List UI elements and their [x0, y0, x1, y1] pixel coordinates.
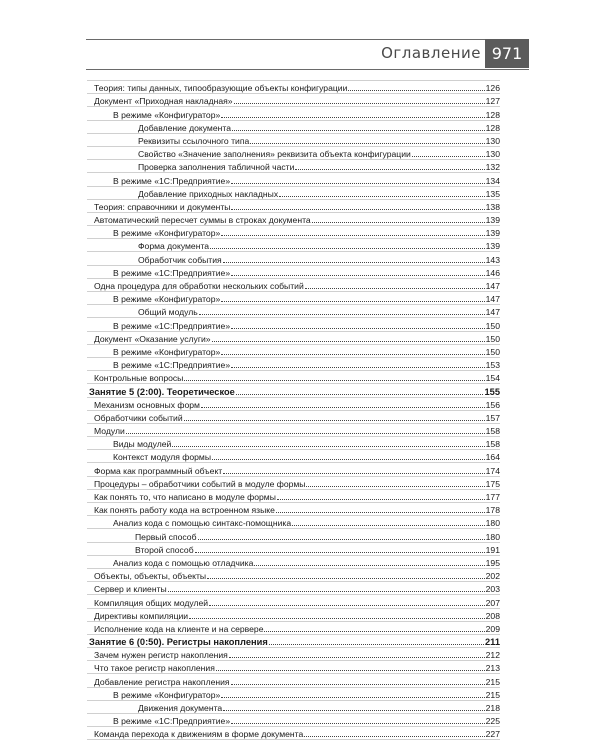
toc-entry-title: Добавление документа [138, 122, 231, 133]
toc-dot-leader [264, 631, 484, 632]
page-header [86, 39, 529, 70]
toc-entry-page: 126 [485, 83, 500, 94]
toc-entry-title: Теория: справочники и документы [94, 201, 231, 212]
toc-entry-page: 139 [485, 215, 500, 226]
toc-entry-page: 218 [485, 703, 500, 713]
toc-entry [87, 609, 500, 622]
toc-entry-page: 164 [485, 452, 500, 463]
toc-dot-leader [195, 552, 485, 553]
toc-dot-leader [201, 407, 485, 408]
toc-entry-page: 180 [485, 531, 500, 542]
toc-dot-leader [234, 103, 485, 104]
toc-entry [87, 543, 500, 556]
toc-dot-leader [126, 433, 485, 434]
toc-dot-leader [279, 196, 485, 197]
toc-entry-page: 154 [485, 373, 500, 384]
toc-entry [87, 279, 500, 292]
toc-dot-leader [232, 130, 485, 131]
toc-entry [87, 107, 500, 120]
toc-entry [87, 516, 500, 529]
toc-dot-leader [221, 354, 484, 355]
toc-entry-page: 150 [485, 320, 500, 331]
toc-entry-title: Добавление регистра накопления [94, 676, 230, 687]
toc-dot-leader [312, 222, 485, 223]
toc-dot-leader [412, 156, 485, 157]
toc-dot-leader [223, 710, 484, 711]
toc-dot-leader [199, 314, 485, 315]
toc-entry [87, 582, 500, 595]
toc-entry-page: 153 [485, 360, 500, 371]
toc-entry-page: 209 [485, 623, 500, 634]
toc-entry [87, 411, 500, 424]
page-number-badge: 971 [485, 39, 529, 68]
toc-entry-page: 174 [485, 465, 500, 476]
toc-entry [87, 727, 500, 740]
toc-chapter-entry [87, 384, 500, 397]
toc-dot-leader [269, 644, 484, 645]
toc-entry [87, 266, 500, 279]
toc-dot-leader [231, 183, 485, 184]
toc-entry-page: 127 [485, 96, 500, 107]
table-of-contents [87, 80, 500, 740]
toc-entry [87, 200, 500, 213]
toc-dot-leader [231, 367, 485, 368]
toc-entry [87, 134, 500, 147]
toc-entry [87, 371, 500, 384]
toc-entry [87, 556, 500, 569]
toc-entry-title: В режиме «Конфигуратор» [113, 109, 221, 120]
toc-entry [87, 345, 500, 358]
toc-entry-title: Теория: типы данных, типообразующие объекты конфигурации [94, 83, 348, 94]
toc-entry-title: Занятие 5 (2:00). Теоретическое [89, 386, 235, 397]
toc-entry-page: 227 [485, 729, 500, 740]
toc-entry-page: 128 [485, 109, 500, 120]
toc-entry-page: 150 [485, 333, 500, 344]
toc-entry-page: 203 [485, 584, 500, 595]
toc-entry-title: В режиме «Конфигуратор» [113, 346, 221, 357]
toc-dot-leader [168, 591, 485, 592]
toc-entry [87, 490, 500, 503]
toc-entry-page: 202 [485, 571, 500, 582]
toc-entry-page: 130 [485, 149, 500, 160]
toc-entry-title: Механизм основных форм [94, 399, 200, 410]
toc-entry-title: Анализ кода с помощью отладчика [113, 557, 254, 568]
toc-entry [87, 477, 500, 490]
toc-entry-page: 155 [484, 386, 500, 397]
toc-dot-leader [250, 143, 484, 144]
toc-entry-title: Реквизиты ссылочного типа [138, 135, 250, 146]
toc-dot-leader [221, 117, 484, 118]
toc-dot-leader [306, 486, 484, 487]
toc-entry [87, 239, 500, 252]
toc-dot-leader [229, 657, 485, 658]
toc-dot-leader [210, 248, 485, 249]
toc-entry-title: В режиме «1С:Предприятие» [113, 175, 231, 186]
toc-entry-page: 128 [485, 122, 500, 133]
toc-entry-page: 132 [485, 162, 500, 173]
toc-entry-title: Занятие 6 (0:50). Регистры накопления [89, 637, 268, 648]
toc-entry-title: Автоматический пересчет суммы в строках документа [94, 215, 311, 226]
toc-dot-leader [216, 670, 485, 671]
toc-entry [87, 437, 500, 450]
toc-entry [87, 661, 500, 674]
toc-entry-title: Документ «Оказание услуги» [94, 333, 211, 344]
toc-dot-leader [348, 90, 484, 91]
toc-entry [87, 714, 500, 727]
toc-entry-title: Сервер и клиенты [94, 584, 167, 595]
toc-entry-title: В режиме «Конфигуратор» [113, 294, 221, 305]
toc-dot-leader [184, 420, 485, 421]
toc-entry [87, 424, 500, 437]
toc-entry-title: В режиме «1С:Предприятие» [113, 360, 231, 371]
toc-entry [87, 226, 500, 239]
toc-entry-title: Обработчик события [138, 254, 222, 265]
toc-entry-title: Виды модулей [113, 439, 172, 450]
toc-entry-title: Контрольные вопросы [94, 373, 184, 384]
toc-dot-leader [189, 618, 485, 619]
toc-entry [87, 213, 500, 226]
toc-entry-page: 178 [485, 505, 500, 516]
toc-dot-leader [212, 459, 485, 460]
toc-dot-leader [276, 512, 485, 513]
toc-entry-title: Документ «Приходная накладная» [94, 96, 233, 107]
toc-entry-title: Обработчики событий [94, 412, 183, 423]
toc-dot-leader [207, 578, 485, 579]
toc-entry-page: 139 [485, 241, 500, 252]
toc-entry-page: 177 [485, 492, 500, 502]
toc-entry [87, 463, 500, 476]
toc-entry-page: 143 [485, 254, 500, 265]
toc-entry-page: 147 [485, 294, 500, 305]
toc-entry-title: Общий модуль [138, 307, 198, 318]
toc-dot-leader [231, 275, 485, 276]
toc-entry-title: В режиме «Конфигуратор» [113, 228, 221, 239]
toc-dot-leader [305, 288, 485, 289]
toc-entry-page: 139 [485, 228, 500, 239]
toc-dot-leader [221, 235, 484, 236]
toc-dot-leader [292, 525, 484, 526]
toc-entry-page: 215 [485, 689, 500, 700]
toc-dot-leader [231, 723, 485, 724]
toc-dot-leader [231, 209, 484, 210]
toc-dot-leader [223, 262, 485, 263]
toc-entry [87, 595, 500, 608]
toc-entry-title: Анализ кода с помощью синтакс-помощника [113, 518, 292, 529]
toc-entry-page: 212 [485, 650, 500, 661]
toc-entry [87, 81, 500, 94]
toc-entry-title: Команда перехода к движениям в форме документа [94, 729, 304, 740]
toc-entry-page: 134 [485, 175, 500, 186]
toc-entry-title: Форма как программный объект [94, 465, 223, 476]
toc-entry-title: Процедуры – обработчики событий в модуле формы [94, 478, 306, 489]
toc-entry-page: 180 [485, 518, 500, 529]
toc-entry-title: Свойство «Значение заполнения» реквизита объекта конфигурации [138, 149, 411, 160]
toc-entry-title: Первый способ [135, 531, 197, 542]
toc-entry-page: 175 [485, 478, 500, 489]
toc-entry-page: 191 [485, 544, 500, 555]
toc-entry [87, 121, 500, 134]
toc-entry-page: 135 [485, 188, 500, 199]
toc-dot-leader [223, 473, 484, 474]
toc-entry [87, 701, 500, 714]
toc-entry-title: В режиме «1С:Предприятие» [113, 267, 231, 278]
toc-entry [87, 305, 500, 318]
toc-entry-title: Исполнение кода на клиенте и на сервере [94, 623, 264, 634]
toc-entry-page: 158 [485, 426, 500, 437]
toc-dot-leader [209, 605, 485, 606]
toc-entry-page: 146 [485, 267, 500, 278]
toc-entry-title: Движения документа [138, 703, 223, 713]
toc-entry-page: 207 [485, 597, 500, 608]
toc-entry [87, 358, 500, 371]
toc-entry [87, 688, 500, 701]
toc-entry-page: 211 [485, 637, 500, 648]
toc-dot-leader [236, 394, 484, 395]
toc-entry-title: Проверка заполнения табличной части [138, 162, 295, 173]
toc-dot-leader [277, 499, 485, 500]
toc-entry [87, 648, 500, 661]
toc-entry-title: Компиляция общих модулей [94, 597, 209, 608]
toc-entry-page: 215 [485, 676, 500, 687]
toc-dot-leader [212, 341, 485, 342]
toc-dot-leader [221, 301, 484, 302]
toc-entry-title: Что такое регистр накопления [94, 663, 215, 674]
toc-dot-leader [198, 539, 485, 540]
toc-entry-page: 150 [485, 346, 500, 357]
toc-entry-page: 147 [485, 281, 500, 291]
toc-entry [87, 147, 500, 160]
toc-entry-title: В режиме «Конфигуратор» [113, 689, 221, 700]
toc-entry [87, 160, 500, 173]
toc-entry-page: 138 [485, 201, 500, 212]
toc-entry-page: 157 [485, 412, 500, 423]
toc-dot-leader [304, 736, 484, 737]
toc-entry-page: 195 [485, 557, 500, 568]
toc-dot-leader [231, 328, 485, 329]
toc-entry [87, 398, 500, 411]
toc-entry-page: 156 [485, 399, 500, 410]
toc-entry [87, 622, 500, 635]
page-title: Оглавление [381, 44, 481, 62]
toc-entry-title: Модули [94, 426, 125, 437]
toc-entry-title: Добавление приходных накладных [138, 188, 279, 199]
toc-dot-leader [295, 169, 484, 170]
toc-entry-title: Как понять работу кода на встроенном языке [94, 505, 275, 516]
toc-dot-leader [231, 684, 485, 685]
toc-entry [87, 503, 500, 516]
toc-entry [87, 292, 500, 305]
toc-entry-title: Зачем нужен регистр накопления [94, 650, 228, 661]
toc-entry-page: 158 [485, 439, 500, 450]
toc-entry [87, 173, 500, 186]
toc-entry-title: В режиме «1С:Предприятие» [113, 716, 231, 727]
toc-entry [87, 569, 500, 582]
toc-entry [87, 332, 500, 345]
toc-entry [87, 529, 500, 542]
toc-entry-title: В режиме «1С:Предприятие» [113, 320, 231, 331]
toc-entry-page: 130 [485, 135, 500, 146]
toc-entry-title: Второй способ [135, 544, 194, 555]
toc-entry-page: 208 [485, 610, 500, 621]
toc-entry [87, 674, 500, 687]
toc-entry [87, 94, 500, 107]
toc-entry-page: 147 [485, 307, 500, 318]
toc-entry-page: 225 [485, 716, 500, 727]
toc-entry-title: Одна процедура для обработки нескольких событий [94, 281, 304, 291]
toc-dot-leader [254, 565, 484, 566]
toc-entry-title: Контекст модуля формы [113, 452, 212, 463]
toc-entry-title: Форма документа [138, 241, 210, 252]
toc-entry-page: 213 [485, 663, 500, 674]
toc-entry [87, 187, 500, 200]
toc-entry [87, 252, 500, 265]
toc-entry-title: Директивы компиляции [94, 610, 189, 621]
toc-entry-title: Как понять то, что написано в модуле формы [94, 492, 276, 502]
toc-dot-leader [172, 446, 484, 447]
toc-dot-leader [184, 380, 484, 381]
toc-entry [87, 450, 500, 463]
toc-entry [87, 318, 500, 331]
toc-chapter-entry [87, 635, 500, 648]
toc-entry-title: Объекты, объекты, объекты [94, 571, 207, 582]
toc-dot-leader [221, 697, 484, 698]
